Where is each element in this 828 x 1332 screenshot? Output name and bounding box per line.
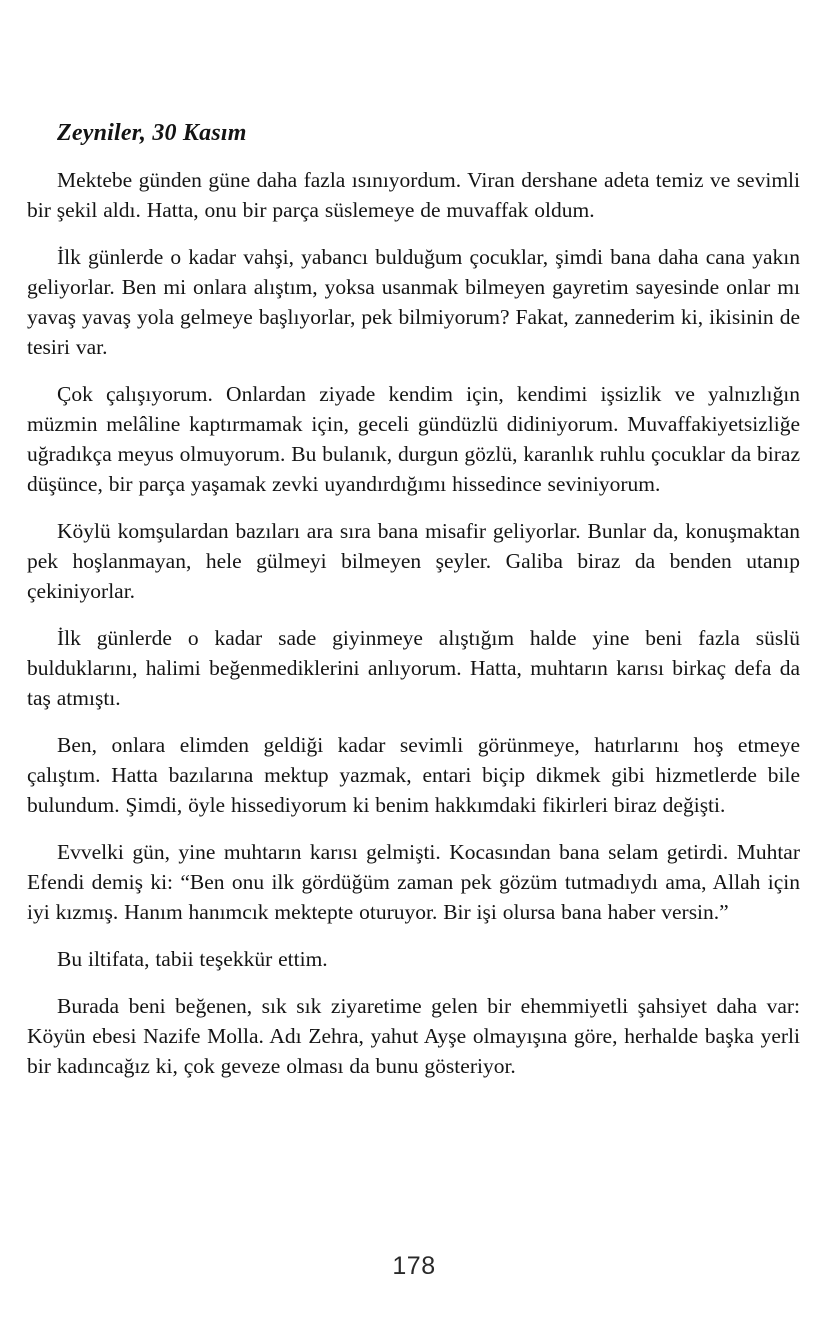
paragraph: İlk günlerde o kadar sade giyinmeye alıştığım halde yine beni fazla süslü bulduklarını, halimi beğenmediklerini anlıyorum. Hatta, muhtarın karısı birkaç defa da taş atmıştı. — [27, 626, 800, 710]
paragraph: Köylü komşulardan bazıları ara sıra bana misafir geliyorlar. Bunlar da, konuşmaktan pek hoşlanmayan, hele gülmeyi bilmeyen şeyler. Galiba biraz da benden utanıp çekiniyorlar. — [27, 519, 800, 603]
paragraph: Mektebe günden güne daha fazla ısınıyordum. Viran dershane adeta temiz ve sevimli bir şekil aldı. Hatta, onu bir parça süslemeye de muvaffak oldum. — [27, 168, 800, 222]
paragraph: Çok çalışıyorum. Onlardan ziyade kendim için, kendimi işsizlik ve yalnızlığın müzmin melâline kaptırmamak için, geceli gündüzlü didiniyorum. Muvaffakiyetsizliğe uğradıkça meyus olmuyorum. Bu bulanık, durgun gözlü, karanlık ruhlu çocuklar da biraz düşünce, bir parça yaşamak zevki uyandırdığımı hissedince seviniyorum. — [27, 382, 800, 496]
page-number: 178 — [392, 1252, 436, 1280]
paragraph: Ben, onlara elimden geldiği kadar sevimli görünmeye, hatırlarını hoş etmeye çalıştım. Hatta bazılarına mektup yazmak, entari biçip dikmek gibi hizmetlerde bile bulundum. Şimdi, öyle hissediyorum ki benim hakkımdaki fikirleri biraz değişti. — [27, 733, 800, 817]
paragraph: İlk günlerde o kadar vahşi, yabancı bulduğum çocuklar, şimdi bana daha cana yakın geliyorlar. Ben mi onlara alıştım, yoksa usanmak bilmeyen gayretim sayesinde onlar mı yavaş yavaş yola gelmeye başlıyorlar, pek bilmiyorum? Fakat, zannederim ki, ikisinin de tesiri var. — [27, 245, 800, 359]
dateline-heading: Zeyniler, 30 Kasım — [57, 120, 247, 146]
paragraph: Bu iltifata, tabii teşekkür ettim. — [57, 947, 328, 971]
paragraph: Burada beni beğenen, sık sık ziyaretime gelen bir ehemmiyetli şahsiyet daha var: Köyün ebesi Nazife Molla. Adı Zehra, yahut Ayşe olmayışına göre, herhalde başka yerli bir kadıncağız ki, çok geveze olması da bunu gösteriyor. — [27, 994, 800, 1078]
paragraph: Evvelki gün, yine muhtarın karısı gelmişti. Kocasından bana selam getirdi. Muhtar Efendi demiş ki: “Ben onu ilk gördüğüm zaman pek gözüm tutmadıydı ama, Allah için iyi kızmış. Hanım hanımcık mektepte oturuyor. Bir işi olursa bana haber versin.” — [27, 840, 800, 924]
